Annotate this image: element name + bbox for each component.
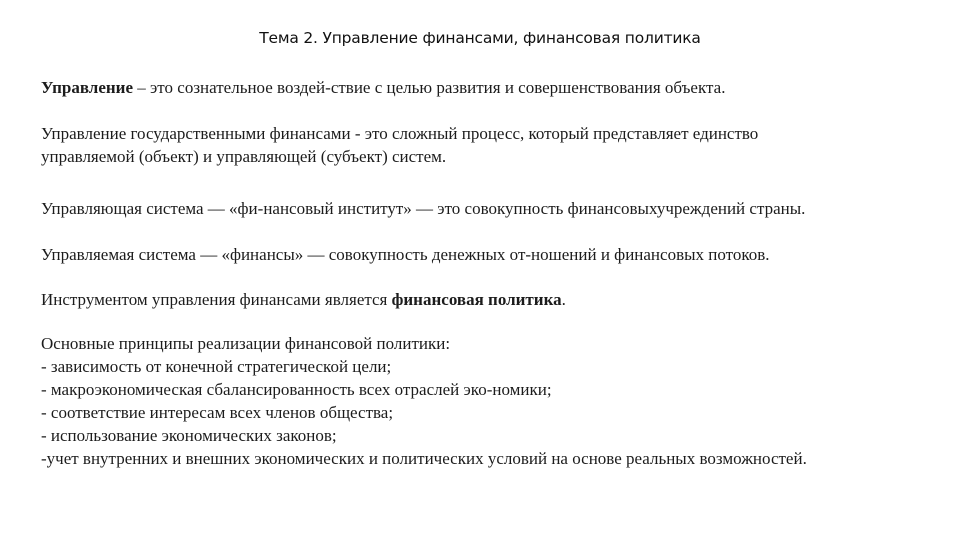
principle-item: - зависимость от конечной стратегической цели; [41, 357, 392, 376]
instrument-text: Инструментом управления финансами является [41, 290, 392, 309]
principle-item: - использование экономических законов; [41, 426, 337, 445]
paragraph-instrument [41, 288, 946, 311]
term-financial-policy: финансовая политика [391, 290, 562, 309]
line [41, 288, 946, 311]
principles-heading: Основные принципы реализации финансовой политики: [41, 334, 451, 353]
paragraph-state-finance [41, 122, 946, 168]
paragraph-line: Управляющая система — «фи-нансовый институт» — это совокупность финансовыхучреждений страны. [41, 199, 806, 218]
principles-block [41, 332, 946, 470]
paragraph-line: Управление государственными финансами - это сложный процесс, который представляет единство [41, 124, 759, 143]
slide-title: Тема 2. Управление финансами, финансовая политика [259, 29, 701, 47]
instrument-period: . [561, 290, 566, 309]
principle-item: -учет внутренних и внешних экономических и политических условий на основе реальных возможностей. [41, 449, 807, 468]
principle-item: - соответствие интересам всех членов общества; [41, 403, 394, 422]
paragraph-managed-system [41, 243, 946, 266]
line [41, 76, 946, 99]
paragraph-line: управляемой (объект) и управляющей (субъект) систем. [41, 147, 447, 166]
paragraph-line: Управляемая система — «финансы» — совокупность денежных от-ношений и финансовых потоков. [41, 245, 770, 264]
principle-item: - макроэкономическая сбалансированность всех отраслей эко-номики; [41, 380, 552, 399]
term-management: Управление [41, 78, 134, 97]
paragraph-managing-system [41, 197, 946, 220]
definition-text: – это сознательное воздей-ствие с целью развития и совершенствования объекта. [133, 78, 726, 97]
slide-body [41, 76, 946, 494]
paragraph-management-definition [41, 76, 946, 99]
